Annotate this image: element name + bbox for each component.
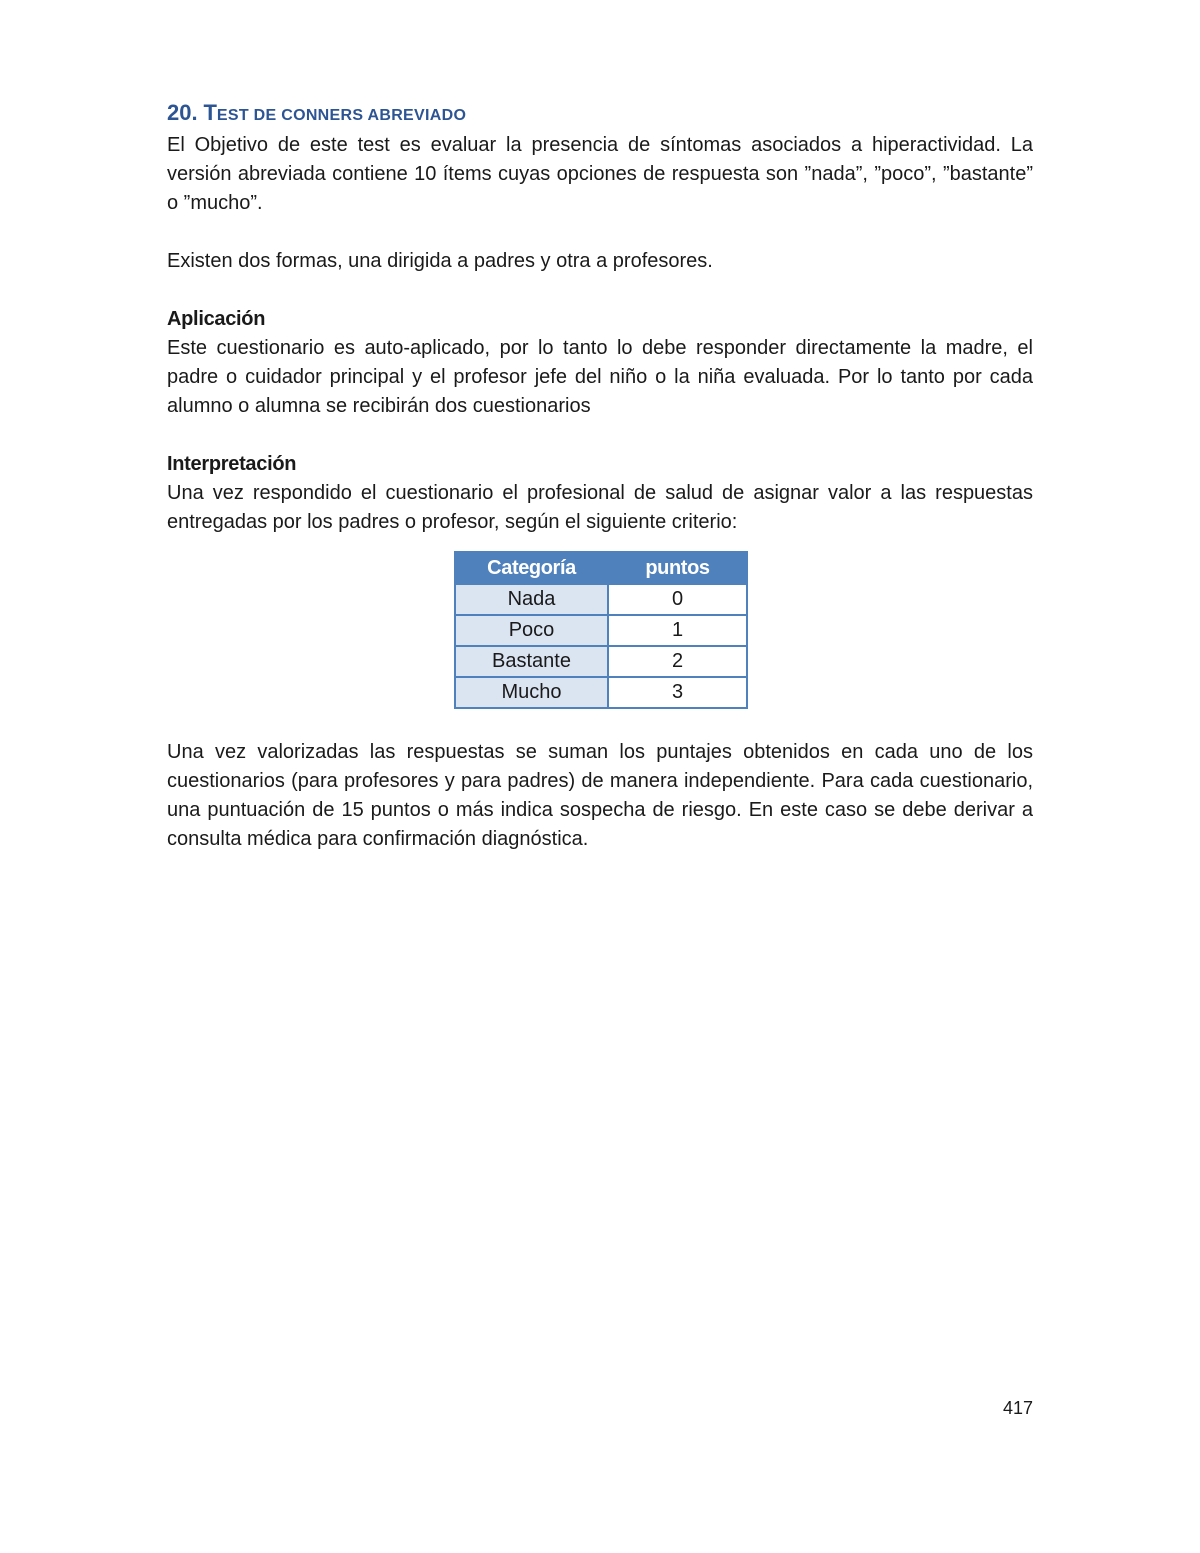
- column-header-categoria: Categoría: [455, 552, 608, 584]
- points-cell: 0: [608, 584, 747, 615]
- spacer: [167, 276, 1033, 305]
- table-row: [455, 615, 747, 646]
- score-table-wrapper: [167, 551, 1033, 709]
- page-number: 417: [1002, 1398, 1033, 1418]
- interpretacion-paragraph: Una vez respondido el cuestionario el profesional de salud de asignar valor a las respuestas entregadas por los padres o profesor, según el siguiente criterio:: [167, 482, 1033, 533]
- points-cell: 2: [608, 646, 747, 677]
- forms-paragraph: Existen dos formas, una dirigida a padres y otra a profesores.: [167, 250, 713, 272]
- section-title-initial: T: [203, 100, 217, 125]
- category-cell: Poco: [455, 615, 608, 646]
- table-row: [455, 677, 747, 708]
- category-cell: Mucho: [455, 677, 608, 708]
- score-table: [454, 551, 748, 709]
- points-cell: 3: [608, 677, 747, 708]
- section-title-rest: EST DE CONNERS ABREVIADO: [216, 107, 467, 124]
- table-row: [455, 584, 747, 615]
- table-header-row: [455, 552, 747, 584]
- points-cell: 1: [608, 615, 747, 646]
- spacer: [167, 218, 1033, 247]
- spacer: [167, 421, 1033, 450]
- section-number: 20.: [167, 100, 198, 125]
- column-header-puntos: puntos: [608, 552, 747, 584]
- category-cell: Nada: [455, 584, 608, 615]
- conclusion-paragraph: Una vez valorizadas las respuestas se suman los puntajes obtenidos en cada uno de los cuestionarios (para profesores y para padres) de manera independiente. Para cada cuestionario, una puntuación de 15 puntos o más indica sospecha de riesgo. En este caso se debe derivar a consulta médica para confirmación diagnóstica.: [167, 741, 1033, 850]
- aplicacion-paragraph: Este cuestionario es auto-aplicado, por lo tanto lo debe responder directamente la madre, el padre o cuidador principal y el profesor jefe del niño o la niña evaluada. Por lo tanto por cada alumno o alumna se recibirán dos cuestionarios: [167, 337, 1033, 417]
- section-title: [167, 98, 1033, 131]
- intro-paragraph: El Objetivo de este test es evaluar la presencia de síntomas asociados a hiperactividad. La versión abreviada contiene 10 ítems cuyas opciones de respuesta son ”nada”, ”poco”, ”bastante” o ”mucho”.: [167, 134, 1033, 214]
- page-content: [167, 98, 1033, 854]
- category-cell: Bastante: [455, 646, 608, 677]
- interpretacion-heading: Interpretación: [167, 453, 297, 475]
- table-row: [455, 646, 747, 677]
- aplicacion-heading: Aplicación: [167, 308, 266, 330]
